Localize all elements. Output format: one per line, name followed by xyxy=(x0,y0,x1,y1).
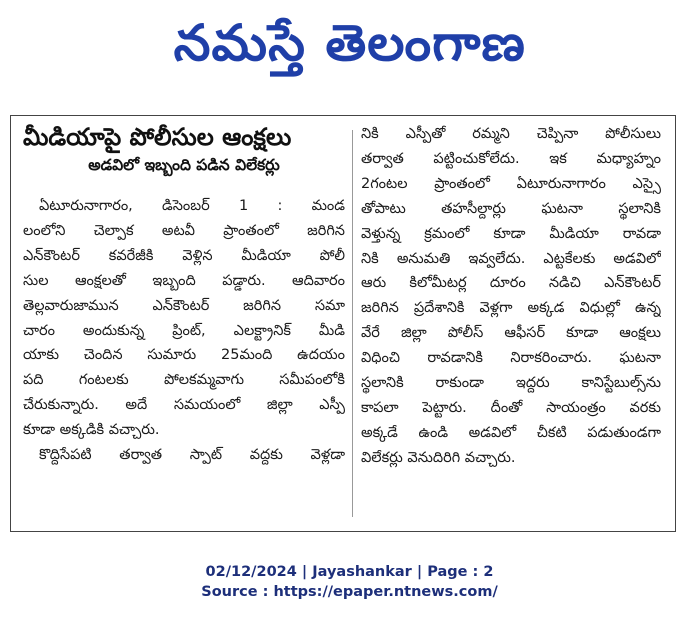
body-line: నికి అనుమతి ఇవ్వలేదు. ఎట్టకేలకు అడవిలో xyxy=(361,250,661,267)
body-line: విలేకర్లు వెనుదిరిగి వచ్చారు. xyxy=(361,449,516,466)
masthead-logo: నమస్తే తెలంగాణ xyxy=(173,14,526,72)
article-clipping xyxy=(10,115,676,532)
body-line: విధించి రావడానికి నిరాకరించారు. ఘటనా xyxy=(361,350,661,367)
body-line: చేరుకున్నారు. అదే సమయంలో జిల్లా ఎస్పీ xyxy=(23,397,345,414)
body-line: జరిగిన ప్రదేశానికి వెళ్లగా అక్కడ విధుల్లో ఉన్న xyxy=(361,300,661,317)
body-line: తోపాటు తహసీల్దార్లు ఘటనా స్థలానికి xyxy=(361,200,661,217)
body-line: సుల ఆంక్షలతో ఇబ్బంది పడ్డారు. ఆదివారం xyxy=(23,272,345,289)
footer-date-edition-page: 02/12/2024 | Jayashankar | Page : 2 xyxy=(205,564,494,580)
body-line: ఎన్‌కౌంటర్ కవరేజీకి వెళ్లిన మీడియా పోలీ xyxy=(23,247,345,264)
body-line: లంలోని చెల్పాక అటవీ ప్రాంతంలో జరిగిన xyxy=(23,222,345,239)
body-line: కాపలా పెట్టారు. దీంతో సాయంత్రం వరకు xyxy=(361,399,661,416)
body-line: చారం అందుకున్న ప్రింట్, ఎలక్ట్రానిక్ మీడి xyxy=(23,322,345,339)
body-line: తర్వాత పట్టించుకోలేదు. ఇక మధ్యాహ్నం xyxy=(361,150,661,167)
masthead xyxy=(0,6,699,80)
body-line: ఆరు కిలోమీటర్ల దూరం నడిచి ఎన్‌కౌంటర్ xyxy=(361,275,661,292)
body-line: కొద్దిసేపటి తర్వాత స్పాట్ వద్దకు వెళ్లడా xyxy=(39,447,345,464)
body-line: 2గంటల ప్రాంతంలో ఏటూరునాగారం ఎస్సై xyxy=(361,175,661,192)
article-left-column xyxy=(23,122,345,525)
footer-source-link: Source : https://epaper.ntnews.com/ xyxy=(201,584,498,600)
article-right-column xyxy=(361,122,661,525)
column-divider xyxy=(352,130,353,517)
body-line: పది గంటలకు పోలకమ్మవాగు సమీపంలోకి xyxy=(23,372,345,389)
body-line: యాకు చెందిన సుమారు 25మంది ఉదయం xyxy=(23,347,345,364)
article-headline: మీడియాపై పోలీసుల ఆంక్షలు xyxy=(23,123,292,151)
body-line: అక్కడే ఉండి అడవిలో చీకటి పడుతుండగా xyxy=(361,424,661,441)
body-line: ఏటూరునాగారం, డిసెంబర్ 1 : మండ xyxy=(39,198,345,214)
article-subheadline: అడవిలో ఇబ్బంది పడిన విలేకర్లు xyxy=(88,156,280,174)
body-line: కూడా అక్కడికి వచ్చారు. xyxy=(23,422,160,439)
body-line: నికి ఎస్పీతో రమ్మని చెప్పినా పోలీసులు xyxy=(361,126,661,142)
body-line: స్థలానికి రాకుండా ఇద్దరు కానిస్టేబుల్స్‌ను xyxy=(361,375,661,392)
source-footer xyxy=(0,562,699,602)
article-left-body xyxy=(23,194,345,468)
body-line: వేరే జిల్లా పోలీస్ ఆఫీసర్ కూడా ఆంక్షలు xyxy=(361,325,661,342)
body-line: వెళ్తున్న క్రమంలో కూడా మీడియా రావడా xyxy=(361,225,661,242)
body-line: తెల్లవారుజామున ఎన్‌కౌంటర్ జరిగిన సమా xyxy=(23,297,345,314)
